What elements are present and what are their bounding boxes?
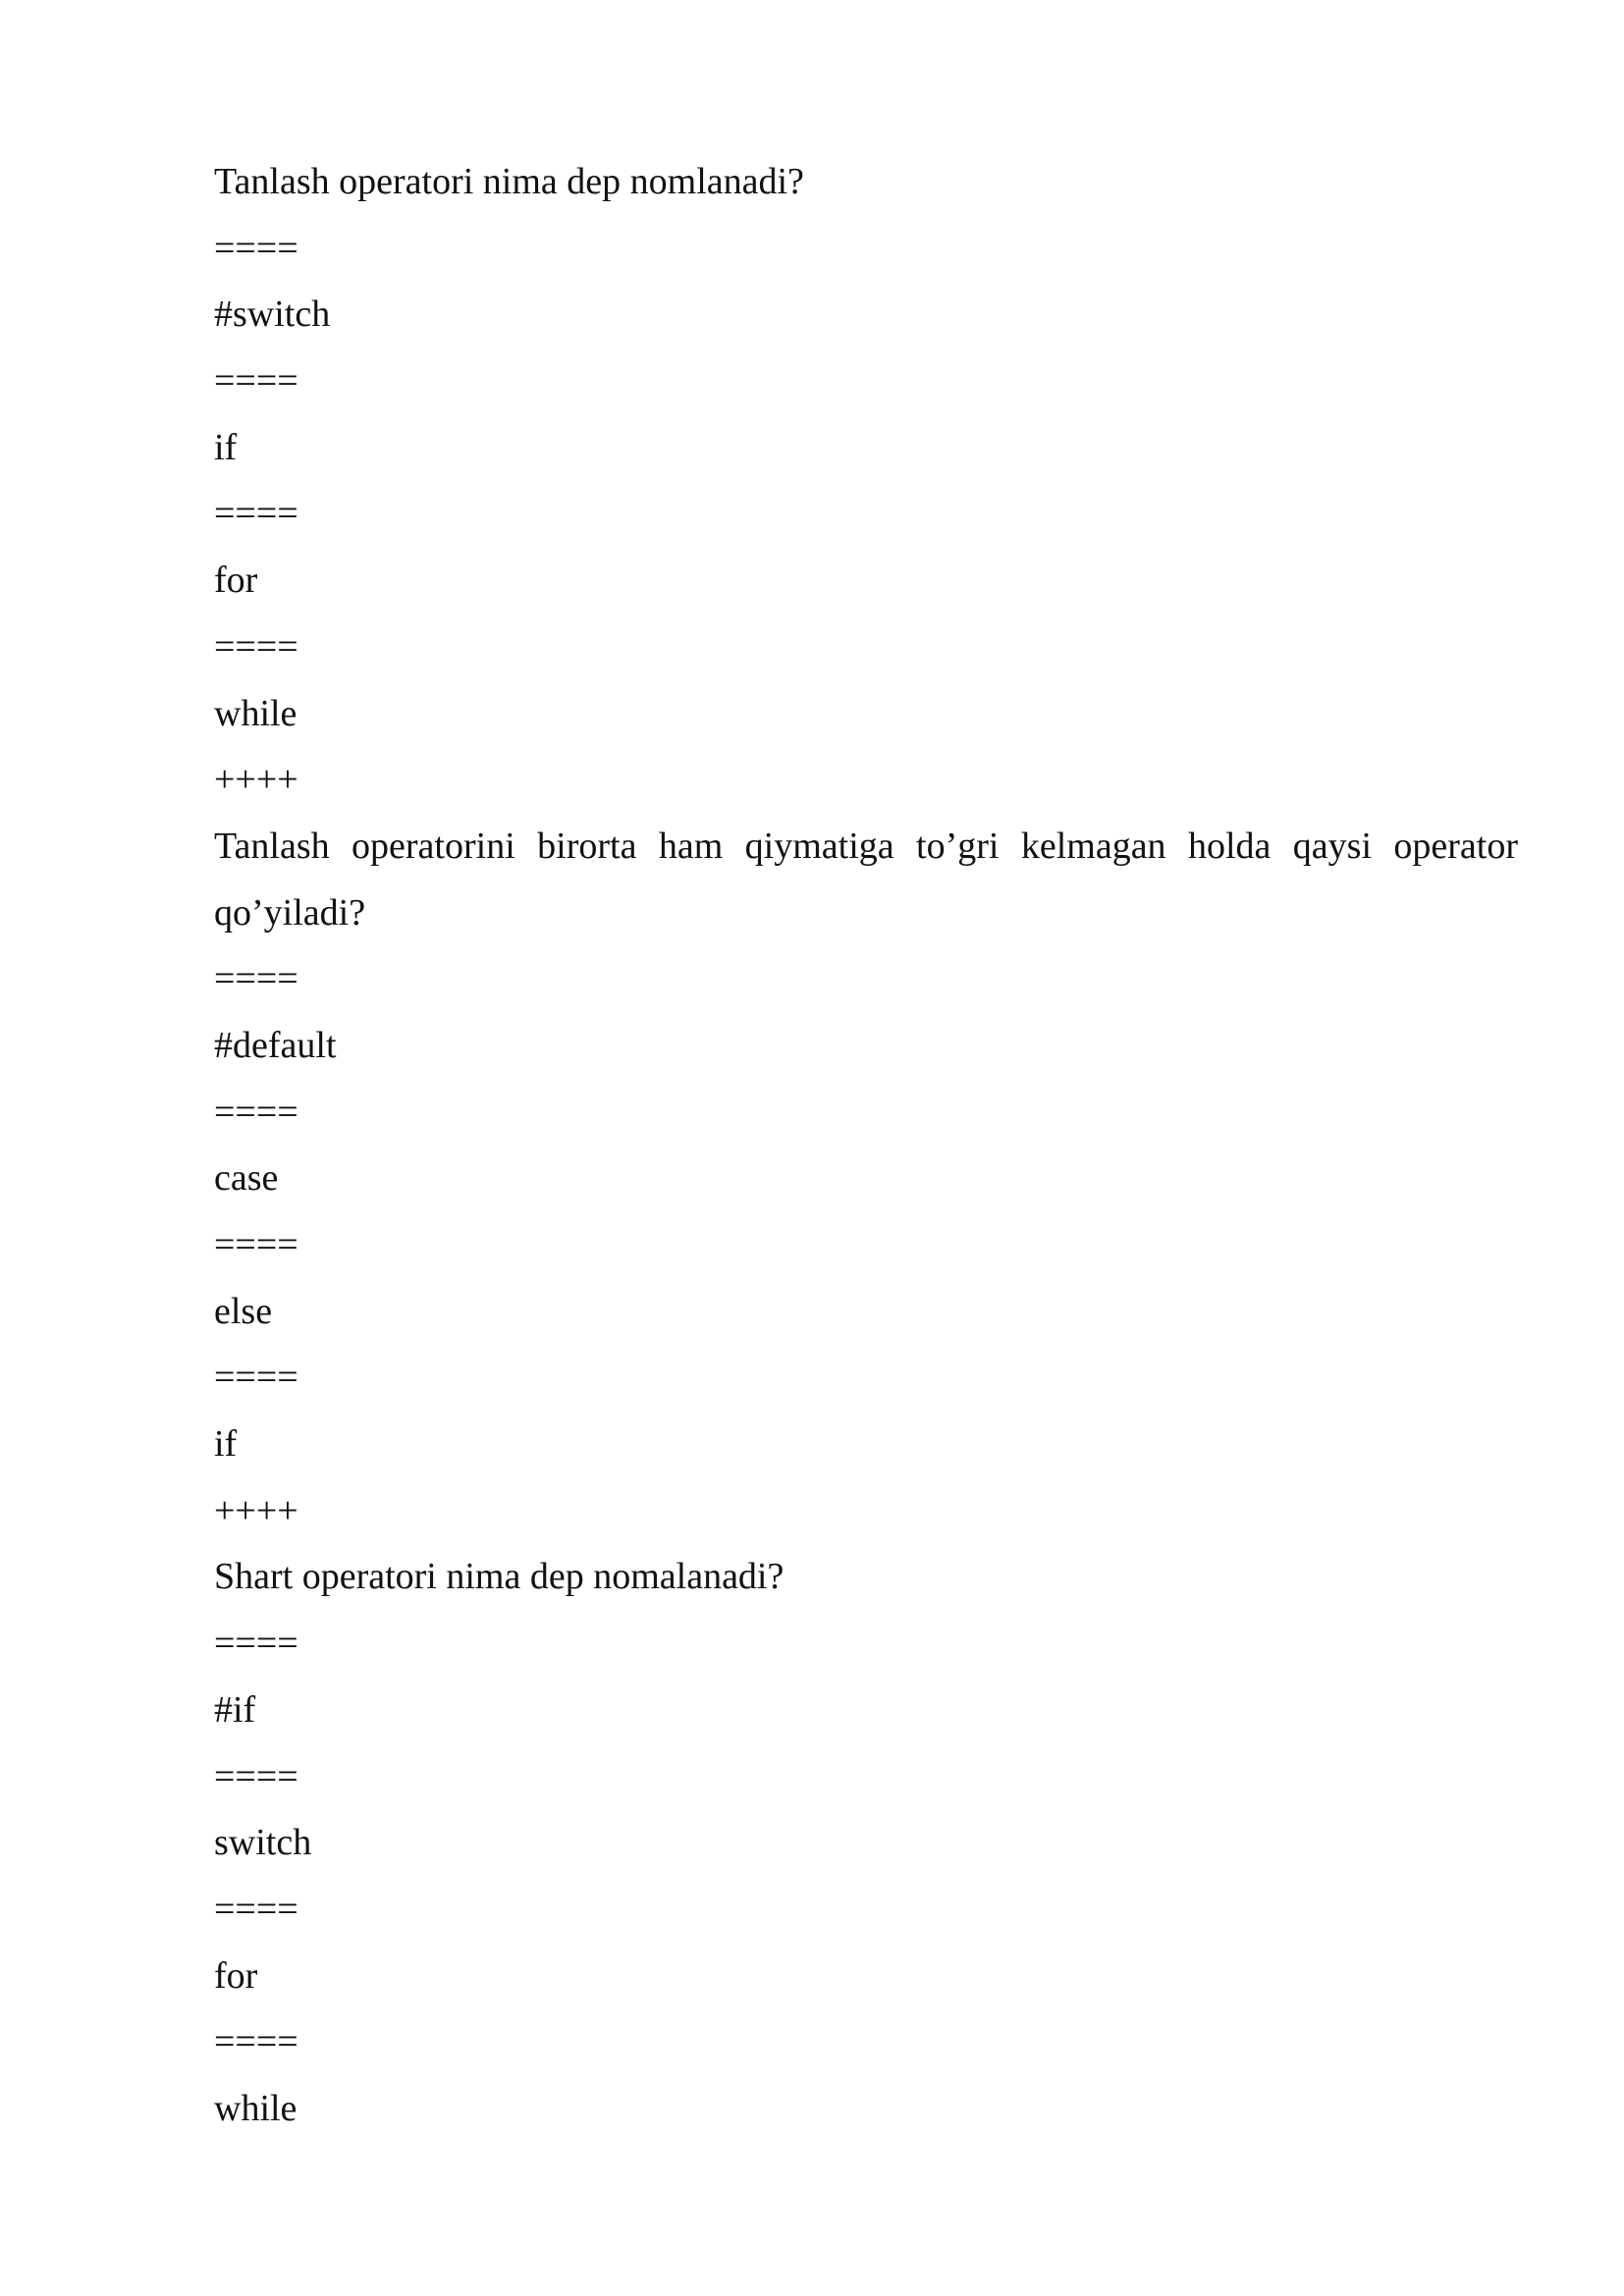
separator: ==== <box>214 1224 298 1265</box>
document-body <box>214 149 1518 2143</box>
separator: ==== <box>214 625 298 667</box>
answer-option: if <box>214 1423 238 1466</box>
separator: ==== <box>214 2021 298 2063</box>
answer-option: while <box>214 2087 298 2129</box>
question-divider: ++++ <box>214 1489 298 1531</box>
separator: ==== <box>214 1091 298 1133</box>
answer-option: for <box>214 1954 258 1997</box>
question-1: Tanlash operatori nima dep nomlanadi? <box>214 161 804 202</box>
answer-correct: #default <box>214 1024 337 1066</box>
separator: ==== <box>214 1755 298 1797</box>
answer-option: else <box>214 1290 273 1332</box>
question-2-line-1: Tanlash operatorini birorta ham qiymatiga to’gri kelmagan holda qaysi operator <box>214 825 1518 867</box>
separator: ==== <box>214 1623 298 1665</box>
separator: ==== <box>214 493 298 535</box>
answer-option: switch <box>214 1822 312 1864</box>
answer-correct: #if <box>214 1688 256 1731</box>
separator: ==== <box>214 1888 298 1930</box>
answer-option: while <box>214 692 298 734</box>
separator: ==== <box>214 1357 298 1399</box>
separator: ==== <box>214 227 298 269</box>
question-2-line-2: qo’yiladi? <box>214 891 366 934</box>
question-divider: ++++ <box>214 759 298 801</box>
separator: ==== <box>214 360 298 402</box>
separator: ==== <box>214 958 298 1000</box>
answer-option: if <box>214 426 238 468</box>
answer-option: case <box>214 1157 279 1200</box>
answer-option: for <box>214 560 258 602</box>
question-3: Shart operatori nima dep nomalanadi? <box>214 1556 785 1598</box>
answer-correct: #switch <box>214 294 331 336</box>
